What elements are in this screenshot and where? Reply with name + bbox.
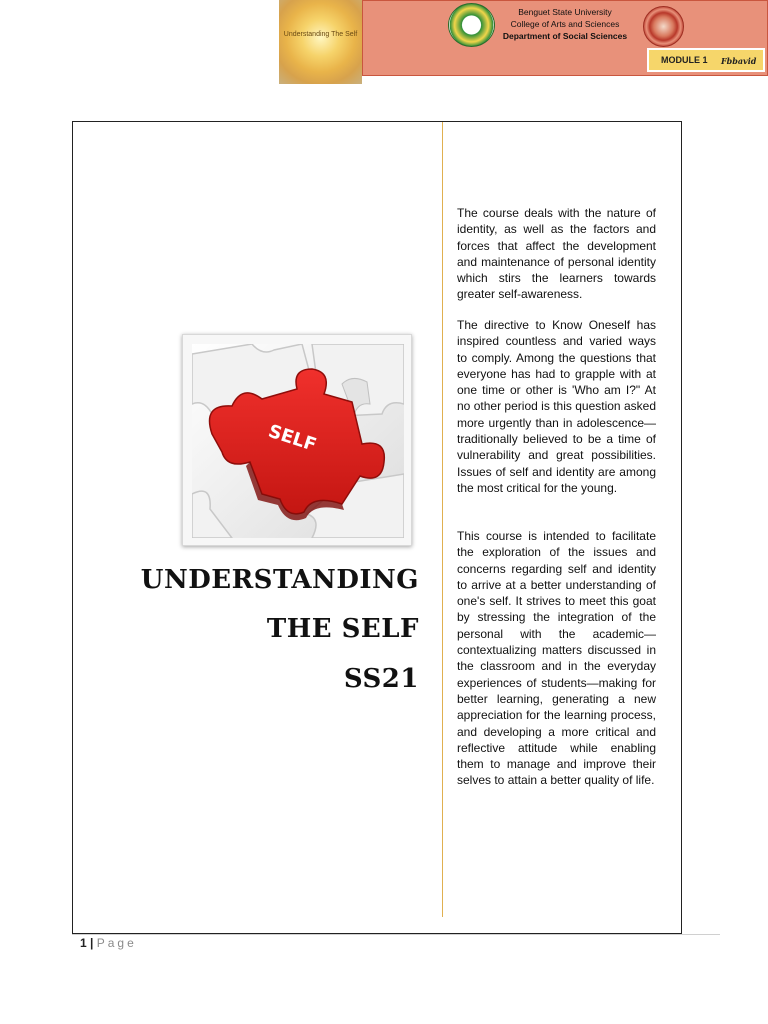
cover-thumbnail-title: Understanding The Self [283, 31, 358, 38]
module-label: MODULE 1 [661, 55, 708, 65]
course-title-line2: THE SELF [266, 614, 419, 644]
column-divider [442, 122, 443, 917]
author-signature: Fbbavid [721, 56, 757, 66]
department-seal-icon [643, 6, 684, 47]
know-oneself-paragraph: The directive to Know Oneself has inspired countless and varied ways to comply. Among the questions that everyone has had to grapple with at one time or other is 'Who am I?" At no other period is this question asked more urgently than in adolescence— traditionally believed to be a time of vulnerability and great possibilities. Issues of self and identity are among the most critical for the young. [457, 318, 656, 495]
university-seal-icon [448, 3, 495, 47]
course-title-line1: UNDERSTANDING [140, 565, 419, 595]
college-name: College of Arts and Sciences [510, 19, 620, 29]
footer-rule [72, 934, 720, 935]
department-name: Department of Social Sciences [502, 31, 628, 41]
footer-separator: | [90, 936, 94, 950]
puzzle-piece-label: SELF [265, 420, 319, 456]
page-footer [80, 936, 137, 950]
page-word: Page [96, 936, 137, 950]
course-purpose-paragraph: This course is intended to facilitate the exploration of the issues and concerns regarding self and identity to arrive at a better understanding of one's self. It strives to meet this goat by stressing the integration of the personal with the academic—contextualizing matters discussed in the classroom and in the everyday experiences of students—making for better learning, generating a new appreciation for the learning process, and developing a more critical and reflective attitude while enabling them to manage and improve their selves to attain a better quality of life. [457, 529, 656, 788]
institution-block [498, 6, 632, 42]
course-code: SS21 [343, 664, 419, 694]
module-badge [647, 48, 765, 72]
page-number: 1 [80, 936, 87, 950]
university-name: Benguet State University [518, 7, 612, 17]
self-puzzle-image [182, 334, 412, 546]
puzzle-illustration [192, 344, 404, 538]
module-cover-thumbnail [279, 0, 362, 84]
course-description-paragraph: The course deals with the nature of identity, as well as the factors and forces that affect the development and maintenance of personal identity which stirs the learners towards greater self-awareness. [457, 206, 656, 302]
